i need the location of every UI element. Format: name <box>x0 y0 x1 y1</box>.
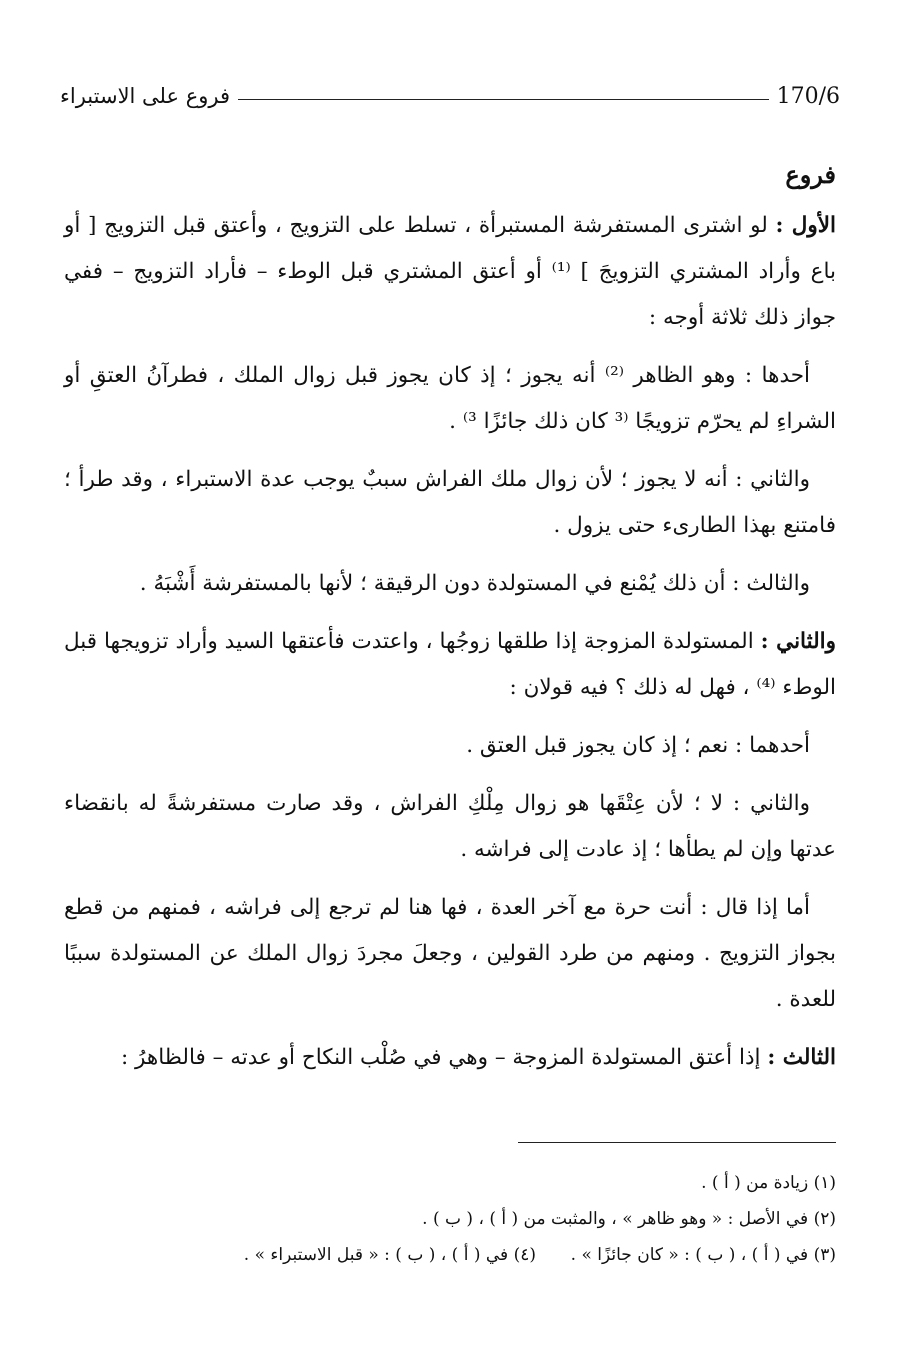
paragraph-text: المستولدة المزوجة إذا طلقها زوجُها ، واعتدت فأعتقها السيد وأراد تزويجها قبل الوطء ⁽⁴⁾ ، فهل له ذلك ؟ فيه قولان : <box>64 629 836 700</box>
paragraph <box>64 1035 836 1081</box>
paragraph <box>64 885 836 1023</box>
footnote-4: (٤) في ( أ ) ، ( ب ) : « قبل الاستبراء » . <box>243 1245 536 1265</box>
paragraph-text: والثاني : أنه لا يجوز ؛ لأن زوال ملك الفراش سببٌ يوجب عدة الاستبراء ، وقد طرأ ؛ فامتنع بهذا الطارىء حتى يزول . <box>64 467 836 538</box>
page-number: 170/6 <box>776 83 840 109</box>
page-header <box>60 76 840 116</box>
paragraph <box>64 781 836 873</box>
main-text <box>64 160 836 1093</box>
paragraph-text: إذا أعتق المستولدة المزوجة – وهي في صُلْب النكاح أو عدته – فالظاهرُ : <box>120 1045 761 1070</box>
paragraph <box>64 723 836 769</box>
footnote-3: (٣) في ( أ ) ، ( ب ) : « كان جائزًا » . <box>570 1245 836 1265</box>
footnote-row <box>76 1237 836 1273</box>
paragraph-text: والثاني : لا ؛ لأن عِتْقَها هو زوال مِلْكِ الفراش ، وقد صارت مستفرشةً له بانقضاء عدتها وإن لم يطأها ؛ إذ عادت إلى فراشه . <box>64 791 836 862</box>
footnote-1: (١) زيادة من ( أ ) . <box>701 1173 836 1193</box>
header-rule <box>238 99 769 100</box>
running-title: فروع على الاستبراء <box>60 84 231 108</box>
paragraph-lead: الثالث : <box>767 1045 836 1070</box>
paragraph-text: أحدها : وهو الظاهر ⁽²⁾ أنه يجوز ؛ إذ كان يجوز قبل زوال الملك ، فطرآنُ العتقِ أو الشراءِ لم يحرّم تزويجًا ⁽³ كان ذلك جائزًا ³⁾ . <box>64 363 836 434</box>
paragraph-text: والثالث : أن ذلك يُمْنع في المستولدة دون الرقيقة ؛ لأنها بالمستفرشة أَشْبَهُ . <box>139 571 810 596</box>
paragraph <box>64 561 836 607</box>
paragraph <box>64 353 836 445</box>
paragraph-lead: الأول : <box>775 213 836 238</box>
section-title: فروع <box>785 160 836 189</box>
paragraph <box>64 203 836 341</box>
paragraph-text: لو اشترى المستفرشة المستبرأة ، تسلط على التزويج ، وأعتق قبل التزويج [ أو باع وأراد المشتري التزويجَ ] ⁽¹⁾ أو أعتق المشتري قبل الوطء – فأراد التزويج – ففي جواز ذلك ثلاثة أوجه : <box>64 213 837 330</box>
footnotes <box>76 1165 836 1273</box>
paragraph <box>64 457 836 549</box>
paragraph <box>64 619 836 711</box>
paragraph-text: أحدهما : نعم ؛ إذ كان يجوز قبل العتق . <box>466 733 810 758</box>
footnote-separator <box>518 1142 836 1143</box>
paragraph-lead: والثاني : <box>760 629 836 654</box>
paragraph-text: أما إذا قال : أنت حرة مع آخر العدة ، فها هنا لم ترجع إلى فراشه ، فمنهم من قطع بجواز التزويج . ومنهم من طرد القولين ، وجعلَ مجردَ زوال الملك عن المستولدة سببًا للعدة . <box>64 895 836 1012</box>
footnote-2: (٢) في الأصل : « وهو ظاهر » ، والمثبت من ( أ ) ، ( ب ) . <box>422 1209 836 1229</box>
